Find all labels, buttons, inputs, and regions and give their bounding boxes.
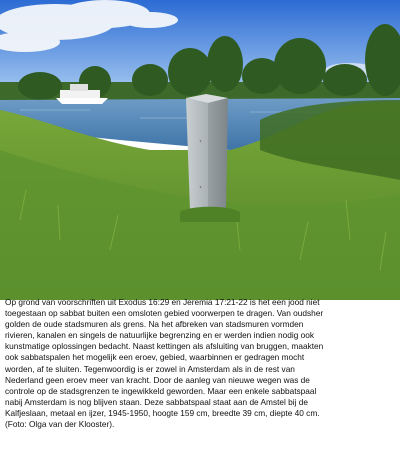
- caption-line: rivieren, kanalen en singels de natuurlijke begrenzing en er werden indien nodig ook: [5, 330, 315, 341]
- caption-line: (Foto: Olga van der Klooster).: [5, 419, 115, 430]
- caption-line: nabij Amsterdam is nog blijven staan. Deze sabbatspaal staat aan de Amstel bij de: [5, 396, 309, 407]
- caption-line: Nederland geen eroev meer van kracht. Door de aanleg van nieuwe wegen was de: [5, 374, 310, 385]
- caption-line: ook sabbatspalen het mogelijk een eroev, gebied, waarbinnen er gedragen mocht: [5, 352, 305, 363]
- caption-line: golden de oude stadsmuren als grens. Na het afbreken van stadsmuren vormden: [5, 319, 304, 330]
- caption-line: worden, af te sluiten. Tegenwoordig is er zowel in Amsterdam als in de rest van: [5, 363, 295, 374]
- caption-line: kunstmatige oplossingen bedacht. Naast kettingen als afsluiting van bruggen, maakten: [5, 341, 324, 352]
- sabbath-post: [186, 94, 228, 214]
- photo-caption: [5, 297, 397, 430]
- caption-line: Op grond van voorschriften uit Exodus 16:29 en Jeremia 17:21-22 is het een jood niet: [5, 297, 320, 307]
- caption-line: Kalfjeslaan, metaal en ijzer, 1945-1950, hoogte 159 cm, breedte 39 cm, diepte 40 cm.: [5, 407, 320, 418]
- caption-line: toegestaan op sabbat buiten een omsloten gebied voorwerpen te dragen. Van oudsher: [5, 308, 324, 319]
- caption-line: controle op de stadsgrenzen te ingewikkeld geworden. Maar een enkele sabbatspaal: [5, 385, 317, 396]
